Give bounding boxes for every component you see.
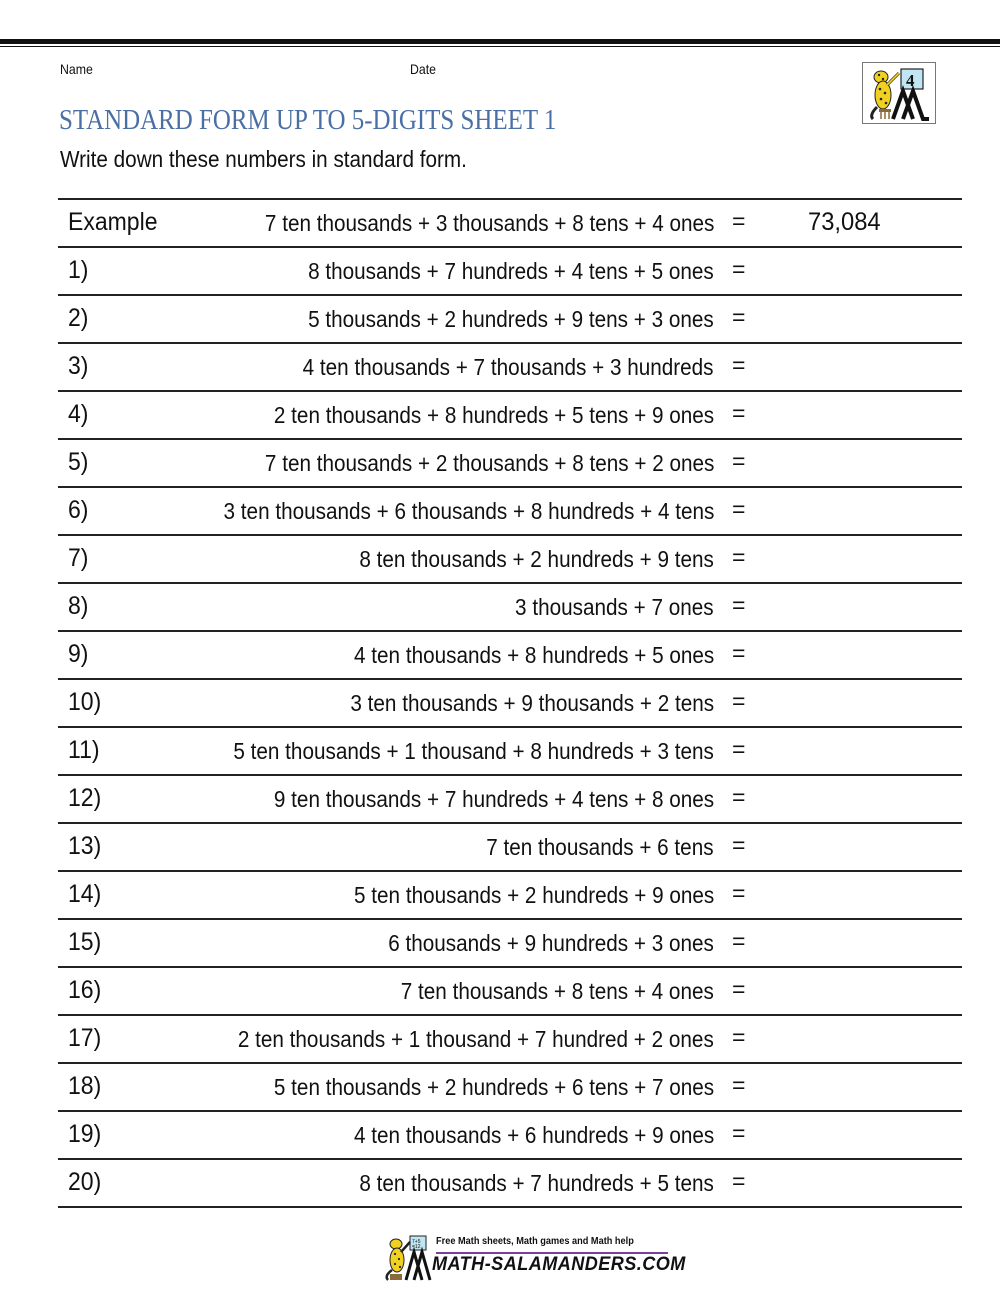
equals-sign: = [732,544,746,570]
question-expression: 5 thousands + 2 hundreds + 9 tens + 3 ones [308,306,714,332]
footer-brand-banner[interactable] [380,1232,686,1284]
top-rule-thin [0,46,1000,47]
question-number: 9) [68,640,89,668]
question-row [58,870,962,918]
equals-sign: = [732,880,746,906]
question-row [58,534,962,582]
question-expression: 4 ten thousands + 6 hundreds + 9 ones [353,1122,714,1148]
date-label: Date [410,61,437,77]
question-expression: 6 thousands + 9 hundreds + 3 ones [388,930,714,956]
name-label: Name [60,61,93,77]
question-number: 18) [68,1072,102,1100]
equals-sign: = [732,256,746,282]
question-expression: 8 ten thousands + 7 hundreds + 5 tens [359,1170,714,1196]
question-expression: 4 ten thousands + 8 hundreds + 5 ones [353,642,714,668]
equals-sign: = [732,928,746,954]
equals-sign: = [732,640,746,666]
equals-sign: = [732,736,746,762]
question-expression: 8 thousands + 7 hundreds + 4 tens + 5 ones [308,258,714,284]
question-number: 16) [68,976,102,1004]
question-number: 15) [68,928,102,956]
question-number: 4) [68,400,89,428]
question-row [58,1110,962,1158]
question-expression: 2 ten thousands + 1 thousand + 7 hundred + 2 ones [238,1026,714,1052]
question-row [58,438,962,486]
question-row [58,390,962,438]
equals-sign: = [732,1072,746,1098]
salamander-footer-icon [380,1232,436,1282]
question-expression: 3 thousands + 7 ones [515,594,714,620]
equals-sign: = [732,352,746,378]
question-number: 12) [68,784,102,812]
equals-sign: = [732,832,746,858]
salamander-logo [862,62,936,124]
question-expression: 3 ten thousands + 9 thousands + 2 tens [350,690,714,716]
question-row [58,246,962,294]
question-row [58,966,962,1014]
question-row [58,486,962,534]
equals-sign: = [732,688,746,714]
question-expression: 5 ten thousands + 2 hundreds + 9 ones [353,882,714,908]
question-number: 8) [68,592,89,620]
svg-text:4: 4 [906,71,915,90]
question-expression: 5 ten thousands + 2 hundreds + 6 tens + 7 ones [273,1074,714,1100]
question-expression: 7 ten thousands + 6 tens [486,834,714,860]
top-rule-thick [0,39,1000,44]
question-row [58,582,962,630]
question-number: 11) [68,736,100,764]
question-expression: 7 ten thousands + 8 tens + 4 ones [400,978,714,1004]
example-row [58,198,962,246]
question-expression: 7 ten thousands + 2 thousands + 8 tens + 2 ones [264,450,714,476]
question-expression: 2 ten thousands + 8 hundreds + 5 tens + 9 ones [273,402,714,428]
question-number: 6) [68,496,89,524]
svg-text:=12: =12 [412,1244,421,1250]
question-row [58,342,962,390]
equals-sign: = [732,784,746,810]
footer-tagline: Free Math sheets, Math games and Math help [436,1236,634,1247]
question-expression: 5 ten thousands + 1 thousand + 8 hundreds + 3 tens [233,738,714,764]
question-expression: 4 ten thousands + 7 thousands + 3 hundreds [303,354,714,380]
salamander-easel-icon [863,63,935,123]
equals-sign: = [732,1168,746,1194]
footer-brand-text: MATH-SALAMANDERS.COM [432,1254,686,1275]
equals-sign: = [732,592,746,618]
question-row [58,1158,962,1208]
example-expression: 7 ten thousands + 3 thousands + 8 tens + 4 ones [264,210,714,236]
question-row [58,822,962,870]
question-number: 17) [68,1024,102,1052]
example-label: Example [68,208,158,236]
example-answer: 73,084 [808,208,881,236]
question-expression: 9 ten thousands + 7 hundreds + 4 tens + 8 ones [273,786,714,812]
question-number: 3) [68,352,89,380]
page-title: STANDARD FORM UP TO 5-DIGITS SHEET 1 [59,104,557,136]
question-number: 7) [68,544,89,572]
question-row [58,726,962,774]
equals-sign: = [732,304,746,330]
question-number: 10) [68,688,102,716]
instructions: Write down these numbers in standard form. [60,146,467,172]
question-number: 5) [68,448,89,476]
equals-sign: = [732,976,746,1002]
equals-sign: = [732,1120,746,1146]
equals-sign: = [732,400,746,426]
question-number: 19) [68,1120,102,1148]
question-number: 14) [68,880,102,908]
equals-sign: = [732,208,746,234]
question-expression: 3 ten thousands + 6 thousands + 8 hundreds + 4 tens [223,498,714,524]
equals-sign: = [732,496,746,522]
equals-sign: = [732,1024,746,1050]
question-row [58,678,962,726]
worksheet-table [58,198,962,1208]
svg-text:7+5: 7+5 [412,1239,421,1245]
question-number: 1) [68,256,89,284]
question-row [58,1014,962,1062]
equals-sign: = [732,448,746,474]
question-number: 20) [68,1168,102,1196]
question-row [58,630,962,678]
question-row [58,294,962,342]
question-expression: 8 ten thousands + 2 hundreds + 9 tens [359,546,714,572]
question-row [58,774,962,822]
question-row [58,1062,962,1110]
question-number: 2) [68,304,89,332]
question-number: 13) [68,832,102,860]
question-row [58,918,962,966]
